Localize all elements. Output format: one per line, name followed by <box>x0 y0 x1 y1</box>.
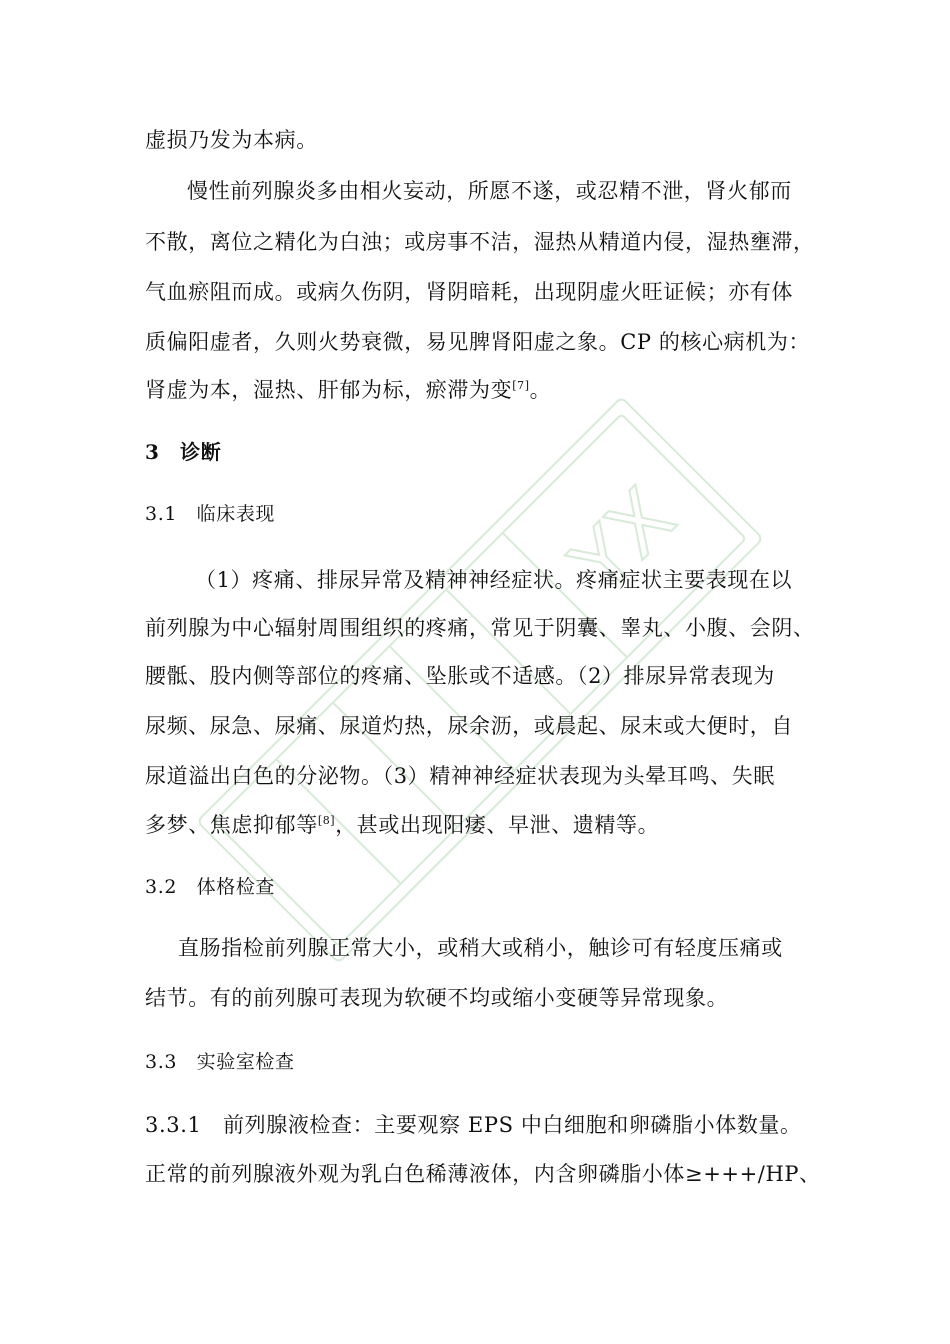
para-line: 不散，离位之精化为白浊；或房事不洁，湿热从精道内侵，湿热壅滞， <box>145 230 815 254</box>
para-line: 气血瘀阻而成。或病久伤阴，肾阴暗耗，出现阴虚火旺证候；亦有体 <box>145 280 793 304</box>
para-line <box>145 811 659 839</box>
para-line: 慢性前列腺炎多由相火妄动，所愿不遂，或忍精不泄，肾火郁而 <box>187 179 792 203</box>
para-line: （1）疼痛、排尿异常及精神神经症状。疼痛症状主要表现在以 <box>195 568 793 592</box>
watermark-text: YX <box>553 470 693 610</box>
subsection-heading: 3.1 临床表现 <box>145 503 276 525</box>
line-text: 。 <box>529 378 552 402</box>
subsection-heading: 3.3 实验室检查 <box>145 1051 295 1073</box>
para-line: 结节。有的前列腺可表现为软硬不均或缩小变硬等异常现象。 <box>145 986 729 1010</box>
para-line: 正常的前列腺液外观为乳白色稀薄液体，内含卵磷脂小体≥+++/HP、 <box>145 1162 821 1186</box>
para-line: 尿道溢出白色的分泌物。（3）精神神经症状表现为头晕耳鸣、失眠 <box>145 764 775 788</box>
citation-ref[interactable]: [8] <box>317 814 336 827</box>
para-line: 虚损乃发为本病。 <box>145 128 318 152</box>
citation-ref[interactable]: [7] <box>512 379 530 392</box>
line-text: 肾虚为本，湿热、肝郁为标，瘀滞为变 <box>145 378 513 402</box>
para-line: 质偏阳虚者，久则火势衰微，易见脾肾阳虚之象。CP 的核心病机为： <box>145 330 811 354</box>
section-heading: 3 诊断 <box>145 440 222 464</box>
para-line: 3.3.1 前列腺液检查：主要观察 EPS 中白细胞和卵磷脂小体数量。 <box>145 1113 802 1137</box>
line-text: ，甚或出现阳痿、早泄、遗精等。 <box>335 813 660 837</box>
para-line: 直肠指检前列腺正常大小，或稍大或稍小，触诊可有轻度压痛或 <box>178 936 783 960</box>
para-line: 尿频、尿急、尿痛、尿道灼热，尿余沥，或晨起、尿末或大便时，自 <box>145 714 793 738</box>
line-text: 多梦、焦虑抑郁等 <box>145 813 318 837</box>
para-line <box>145 376 551 404</box>
para-line: 腰骶、股内侧等部位的疼痛、坠胀或不适感。（2）排尿异常表现为 <box>145 664 775 688</box>
subsection-heading: 3.2 体格检查 <box>145 876 276 898</box>
para-line: 前列腺为中心辐射周围组织的疼痛，常见于阴囊、睾丸、小腹、会阴、 <box>145 616 815 640</box>
